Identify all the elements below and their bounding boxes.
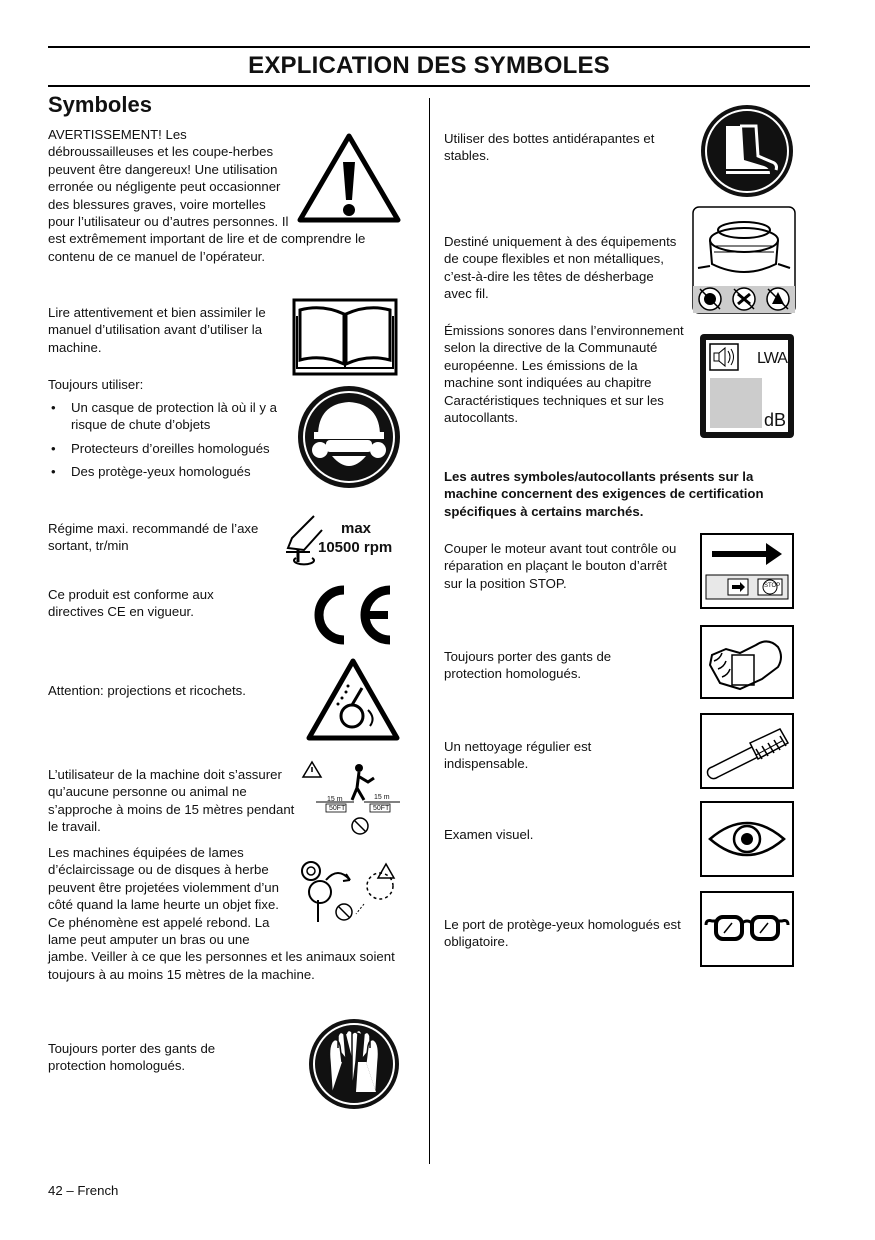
distance-ft-right: 50FT [373, 805, 390, 812]
glove-icon [700, 625, 794, 699]
projection-warning-icon [306, 658, 400, 742]
gloves-text-right: Toujours porter des gants de protection homologués. [444, 649, 612, 682]
stop-label: STOP [764, 583, 781, 589]
column-divider [429, 98, 430, 1164]
stop-text: Couper le moteur avant tout contrôle ou réparation en plaçant le bouton d’arrêt sur la position STOP. [444, 541, 677, 591]
eye-inspection-icon [700, 801, 794, 877]
list-item: • Des protège-yeux homologués [48, 463, 280, 480]
flexible-text: Destiné uniquement à des équipements de coupe flexibles et non métalliques, c’est-à-dire les têtes de désherbage avec fil. [444, 234, 677, 302]
boots-text: Utiliser des bottes antidérapantes et stables. [444, 131, 655, 164]
warning-paragraph: AVERTISSEMENT! Les débroussailleuses et les coupe-herbes peuvent être dangereux! Une utilisation erronée ou négligente peut occasionner des blessures graves, voire mortelles pour l’utilisateur ou d’autres personnes. Il est extrêmement important de lire et de comprendre le contenu de ce manuel de l’opérateur. [48, 127, 366, 264]
distance-ft-left: 50FT [329, 805, 346, 812]
noise-db-label: dB [764, 410, 787, 430]
kickback-paragraph: Les machines équipées de lames d’éclaircissage ou de disques à herbe peuvent être projetées violemment d’un côté quand la lame heurte un objet fixe. Ce phénomène est appelé rebond. La lame peut amputer un bras ou une jambe. Veiller à ce que les personnes et les animaux soient toujours à au moins 15 mètres de la machine. [48, 845, 395, 982]
helmet-ppe-icon [296, 384, 402, 490]
header-rule-bottom [48, 85, 810, 87]
other-symbols-text: Les autres symboles/autocollants présents sur la machine concernent des exigences de certification spécifiques à certains marchés. [444, 469, 764, 519]
stop-switch-icon [700, 533, 794, 609]
noise-text: Émissions sonores dans l’environnement selon la directive de la Communauté européenne. Les émissions de la machine sont indiquées au chapitre Caractéristiques techniques et sur les autocollants. [444, 323, 684, 426]
page-number: 42 – French [48, 1183, 119, 1198]
always-use-label: Toujours utiliser: [48, 377, 144, 392]
page-title: EXPLICATION DES SYMBOLES [248, 52, 610, 79]
kickback-icon [298, 860, 402, 924]
distance-text: L’utilisateur de la machine doit s’assurer qu’aucune personne ou animal ne s’approche à moins de 15 mètres pendant le travail. [48, 767, 295, 835]
rpm-text: Régime maxi. recommandé de l’axe sortant, tr/min [48, 521, 259, 554]
noise-lwa-label: LWA [757, 350, 787, 367]
header-rule-top [48, 46, 810, 48]
trimmer-head-icon [692, 206, 796, 314]
manual-text: Lire attentivement et bien assimiler le manuel d’utilisation avant d’utiliser la machine. [48, 305, 266, 355]
goggles-text: Le port de protège-yeux homologués est obligatoire. [444, 917, 681, 950]
section-title: Symboles [48, 92, 152, 117]
cleaning-text: Un nettoyage régulier est indispensable. [444, 739, 592, 772]
boots-icon [700, 104, 794, 198]
manual-book-icon [292, 298, 398, 376]
visual-text: Examen visuel. [444, 827, 534, 842]
ce-text: Ce produit est conforme aux directives CE en vigueur. [48, 587, 214, 620]
ce-mark-icon [308, 584, 398, 646]
warning-triangle-icon [296, 132, 402, 224]
safety-goggles-icon [700, 891, 794, 967]
distance-m-right: 15 m [374, 794, 390, 801]
rpm-value-label: 10500 rpm [318, 539, 393, 556]
list-item: • Protecteurs d’oreilles homologués [48, 440, 280, 457]
distance-m-left: 15 m [327, 796, 343, 803]
ppe-list [48, 399, 280, 487]
list-item: • Un casque de protection là où il y a risque de chute d’objets [48, 399, 280, 434]
cleaning-brush-icon [700, 713, 794, 789]
gloves-icon [308, 1018, 400, 1110]
gloves-text-left: Toujours porter des gants de protection homologués. [48, 1041, 216, 1074]
rpm-max-label: max [341, 520, 372, 537]
projection-text: Attention: projections et ricochets. [48, 683, 246, 698]
